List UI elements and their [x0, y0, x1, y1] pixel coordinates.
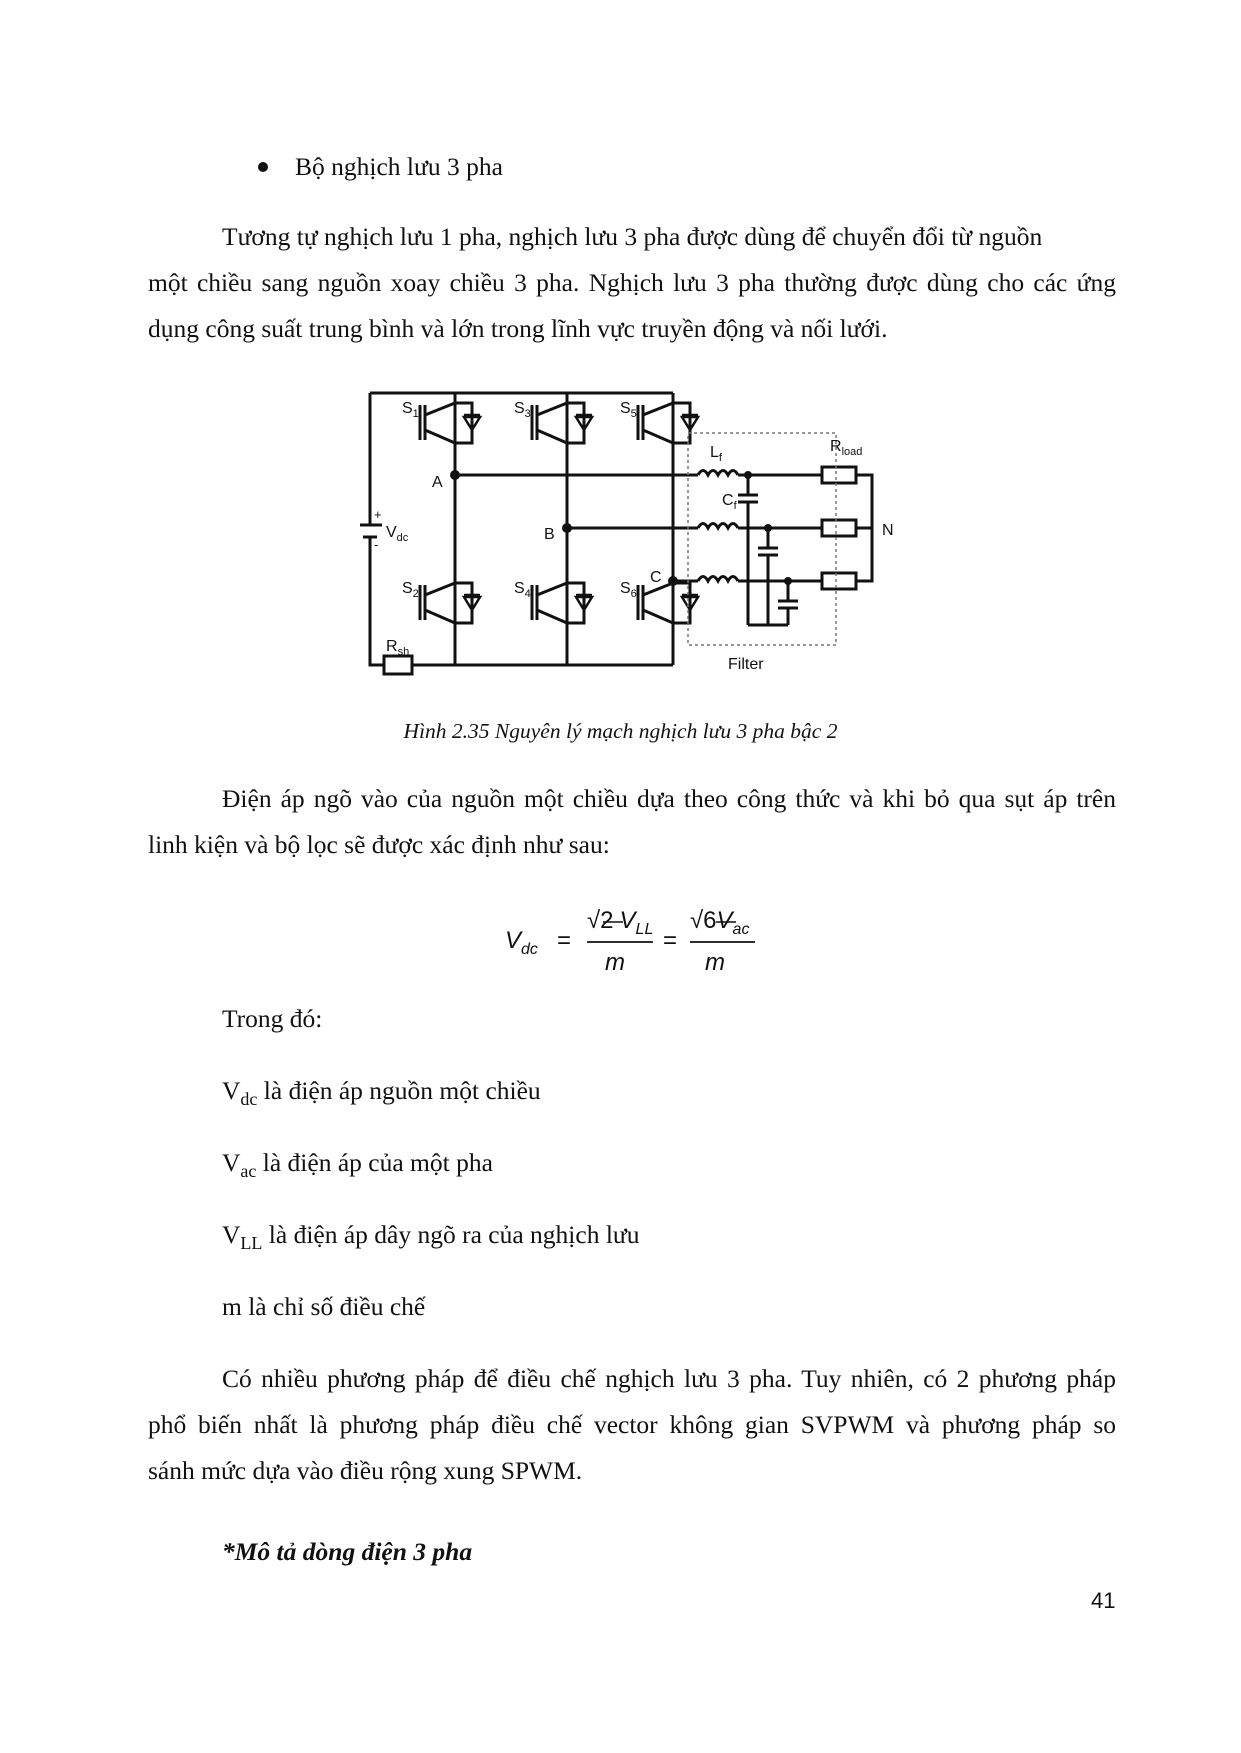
- page-number: 41: [1091, 1588, 1116, 1613]
- def-vll: $V_{LL}$ là điện áp dây ngõ ra của nghịch lưu: [222, 1220, 640, 1253]
- svg-text:S2: $S_2$: [402, 580, 419, 600]
- def-vac: $V_{ac}$ là điện áp của một pha: [222, 1148, 493, 1181]
- svg-text:S1: $S_1$: [402, 400, 419, 420]
- para3-line2: phổ biến nhất là phương pháp điều chế vector không gian SVPWM và phương pháp so: [148, 1410, 1116, 1439]
- svg-text:Vdc: $V_{dc}$: [505, 927, 538, 958]
- para2-line1: Điện áp ngõ vào của nguồn một chiều dựa theo công thức và khi bỏ qua sụt áp trên: [222, 784, 1116, 813]
- svg-text:√6Vac: $√6V_{ac}$: [690, 907, 750, 938]
- svg-text:m: m: [705, 949, 725, 976]
- para1-line2: một chiều sang nguồn xoay chiều 3 pha. Nghịch lưu 3 pha thường được dùng cho các ứng: [148, 268, 1116, 297]
- svg-text:Cf: $C_f$: [722, 492, 737, 512]
- def-vdc: $V_{dc}$ là điện áp nguồn một chiều: [222, 1076, 541, 1109]
- def-m: m là chỉ số điều chế: [222, 1292, 426, 1321]
- bullet-icon: [258, 162, 268, 172]
- svg-text:S5: $S_5$: [620, 400, 637, 420]
- vdc-formula: [505, 898, 775, 978]
- para1-line1: Tương tự nghịch lưu 1 pha, nghịch lưu 3 pha được dùng để chuyển đổi từ nguồn: [222, 222, 1043, 251]
- where-label: Trong đó:: [222, 1004, 323, 1033]
- svg-text:-: -: [374, 537, 379, 552]
- svg-text:=: =: [663, 927, 678, 954]
- svg-text:C: C: [650, 569, 662, 586]
- inverter-circuit-diagram: [360, 385, 920, 685]
- svg-text:B: B: [544, 526, 555, 543]
- svg-text:A: A: [432, 474, 443, 491]
- para1-line3: dụng công suất trung bình và lớn trong lĩnh vực truyền động và nối lưới.: [148, 314, 888, 343]
- bullet-text: Bộ nghịch lưu 3 pha: [295, 152, 503, 181]
- para2-line2: linh kiện và bộ lọc sẽ được xác định như sau:: [148, 830, 610, 859]
- svg-text:Lf: $L_f$: [710, 444, 722, 464]
- svg-text:Vdc: $V_{dc}$: [386, 524, 409, 544]
- svg-text:Filter: Filter: [728, 656, 764, 673]
- section-heading: *Mô tả dòng điện 3 pha: [222, 1537, 473, 1566]
- svg-text:m: m: [605, 949, 625, 976]
- para3-line3: sánh mức dựa vào điều rộng xung SPWM.: [148, 1456, 583, 1485]
- svg-text:S4: $S_4$: [514, 580, 531, 600]
- svg-text:N: N: [882, 522, 894, 539]
- svg-text:S6: $S_6$: [620, 580, 637, 600]
- para3-line1: Có nhiều phương pháp để điều chế nghịch lưu 3 pha. Tuy nhiên, có 2 phương pháp: [222, 1364, 1116, 1393]
- svg-text:Rload: $R_{load}$: [830, 438, 863, 458]
- svg-text:√2VLL: √2 $V_{LL}$: [587, 907, 654, 938]
- svg-text:=: =: [557, 927, 572, 954]
- svg-text:Rsh: $R_{sh}$: [386, 638, 410, 658]
- svg-text:+: +: [374, 507, 382, 522]
- figure-caption: Hình 2.35 Nguyên lý mạch nghịch lưu 3 pha bậc 2: [403, 719, 838, 743]
- svg-text:S3: $S_3$: [514, 400, 531, 420]
